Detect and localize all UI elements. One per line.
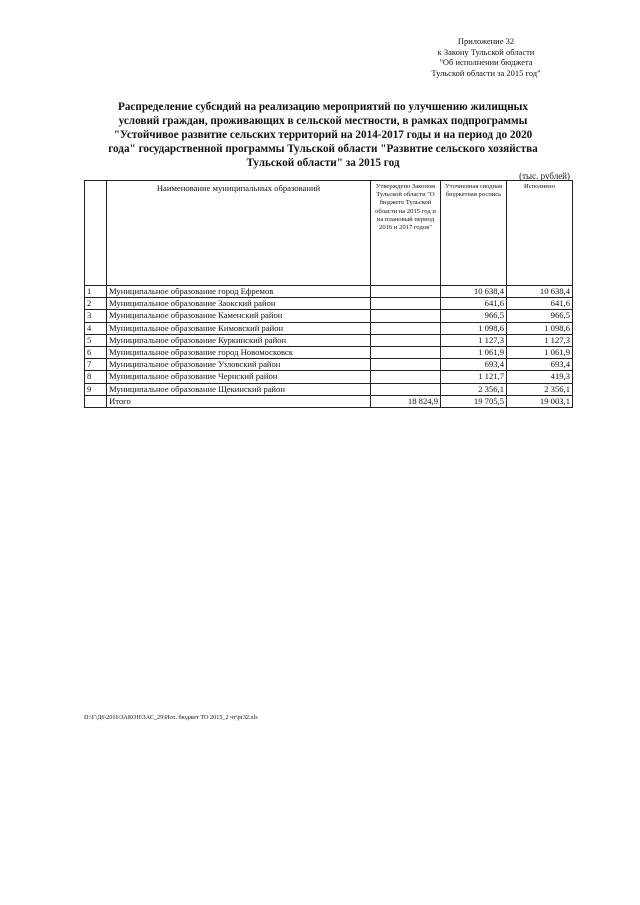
appendix-line-2: к Закону Тульской области — [437, 46, 535, 57]
table-header-row — [85, 181, 573, 286]
table-row — [85, 310, 573, 322]
table-row — [85, 298, 573, 310]
row-name: Муниципальное образование Узловский район — [107, 359, 371, 371]
row-index: 4 — [85, 322, 107, 334]
row-index: 9 — [85, 383, 107, 395]
table-row — [85, 371, 573, 383]
total-label: Итого — [107, 395, 371, 407]
row-name: Муниципальное образование Заокский район — [107, 298, 371, 310]
row-index: 3 — [85, 310, 107, 322]
table-row — [85, 286, 573, 298]
header-name: Наименование муниципальных образований — [107, 181, 371, 286]
total-index — [85, 395, 107, 407]
row-executed: 641,6 — [507, 298, 573, 310]
row-approved — [371, 383, 441, 395]
row-refined: 641,6 — [441, 298, 507, 310]
row-refined: 2 356,1 — [441, 383, 507, 395]
table-row — [85, 322, 573, 334]
row-executed: 966,5 — [507, 310, 573, 322]
row-approved — [371, 334, 441, 346]
row-approved — [371, 286, 441, 298]
row-executed: 10 638,4 — [507, 286, 573, 298]
header-index — [85, 181, 107, 286]
header-approved: Утверждено Законом Тульской области "О бюджете Тульской области на 2015 год и на плановый период 2016 и 2017 годов" — [371, 181, 441, 286]
title-line-1: Распределение субсидий на реализацию мероприятий по улучшению жилищных — [117, 101, 528, 113]
row-approved — [371, 359, 441, 371]
row-executed: 1 127,3 — [507, 334, 573, 346]
header-refined: Уточненная сводная бюджетная роспись — [441, 181, 507, 286]
row-executed: 1 098,6 — [507, 322, 573, 334]
table-row — [85, 346, 573, 358]
row-executed: 419,3 — [507, 371, 573, 383]
row-refined: 1 127,3 — [441, 334, 507, 346]
file-path-footer: D:\Г\Д6\2016\ЗАКОН\ЗАС_29\Исп. бюджет ТО 2015_2 чт\pr32.xls — [84, 714, 258, 721]
total-approved: 18 824,9 — [371, 395, 441, 407]
title-line-5: Тульской области" за 2015 год — [246, 157, 400, 169]
row-index: 8 — [85, 371, 107, 383]
title-line-3: "Устойчивое развитие сельских территорий на 2014-2017 годы и на период до 2020 — [113, 129, 533, 141]
subsidy-table — [84, 180, 573, 408]
row-index: 1 — [85, 286, 107, 298]
row-approved — [371, 310, 441, 322]
row-executed: 1 061,9 — [507, 346, 573, 358]
appendix-line-3: "Об исполнении бюджета — [439, 57, 533, 67]
row-name: Муниципальное образование город Новомосковск — [107, 346, 371, 358]
total-executed: 19 003,1 — [507, 395, 573, 407]
total-refined: 19 705,5 — [441, 395, 507, 407]
row-index: 6 — [85, 346, 107, 358]
row-name: Муниципальное образование Чернский район — [107, 371, 371, 383]
title-line-2: условий граждан, проживающих в сельской местности, в рамках подпрограммы — [118, 115, 528, 127]
table-body — [85, 286, 573, 408]
units-label: (тыс. рублей) — [519, 171, 570, 181]
row-name: Муниципальное образование Кимовский район — [107, 322, 371, 334]
row-refined: 1 061,9 — [441, 346, 507, 358]
appendix-line-1: Приложение 32 — [457, 36, 515, 46]
row-index: 7 — [85, 359, 107, 371]
row-index: 2 — [85, 298, 107, 310]
row-approved — [371, 371, 441, 383]
appendix-block — [386, 36, 586, 78]
row-approved — [371, 346, 441, 358]
row-name: Муниципальное образование город Ефремов — [107, 286, 371, 298]
document-title — [88, 100, 558, 170]
row-refined: 1 121,7 — [441, 371, 507, 383]
row-name: Муниципальное образование Каменский район — [107, 310, 371, 322]
table-row — [85, 359, 573, 371]
row-name: Муниципальное образование Щекинский район — [107, 383, 371, 395]
row-refined: 1 098,6 — [441, 322, 507, 334]
row-executed: 693,4 — [507, 359, 573, 371]
row-executed: 2 356,1 — [507, 383, 573, 395]
row-refined: 966,5 — [441, 310, 507, 322]
row-approved — [371, 322, 441, 334]
table-row — [85, 334, 573, 346]
header-executed: Исполнено — [507, 181, 573, 286]
title-line-4: года" государственной программы Тульской области "Развитие сельского хозяйства — [108, 143, 538, 155]
appendix-line-4: Тульской области за 2015 год" — [431, 67, 541, 78]
row-approved — [371, 298, 441, 310]
table-row — [85, 383, 573, 395]
row-name: Муниципальное образование Куркинский район — [107, 334, 371, 346]
row-refined: 693,4 — [441, 359, 507, 371]
row-refined: 10 638,4 — [441, 286, 507, 298]
total-row — [85, 395, 573, 407]
row-index: 5 — [85, 334, 107, 346]
